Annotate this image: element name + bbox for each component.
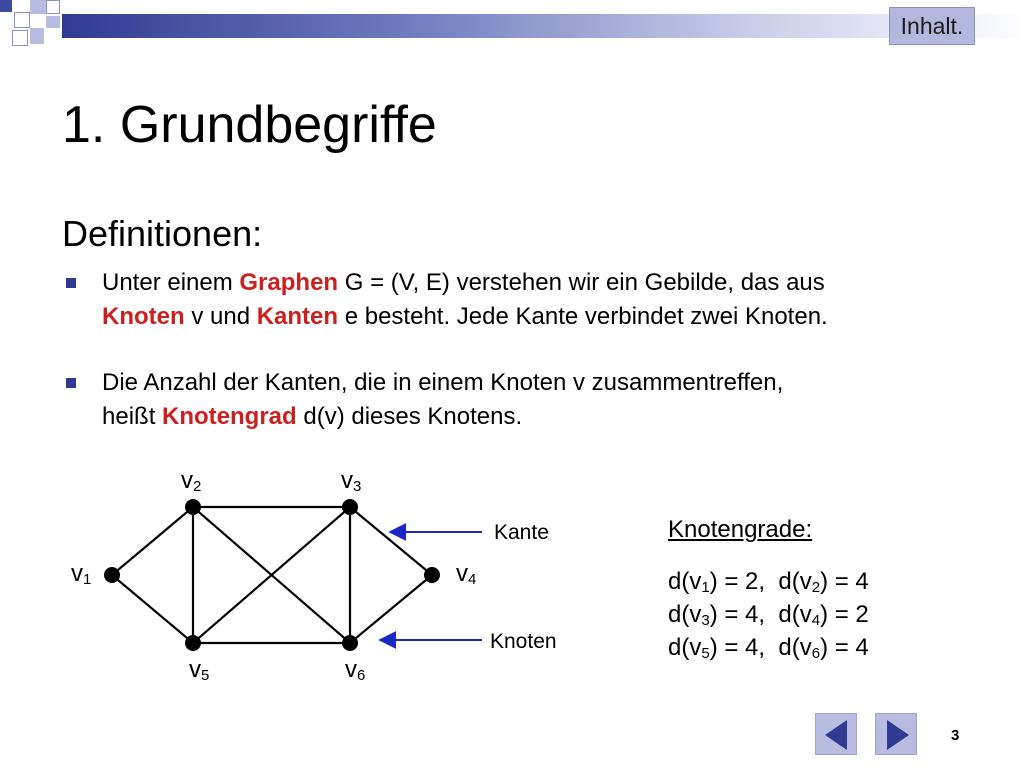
graph-edge xyxy=(112,575,193,643)
text: e besteht. Jede Kante verbindet zwei Knoten. xyxy=(338,303,828,330)
vertex-label-v6: $v_6$ xyxy=(345,656,366,684)
section-heading: Definitionen: xyxy=(62,213,263,254)
keyword-kanten: Kanten xyxy=(256,303,339,330)
graph-node-v5 xyxy=(185,635,201,651)
vertex-label-v3: $v_3$ xyxy=(341,467,362,495)
graph-node-v3 xyxy=(342,499,358,515)
text: Unter einem xyxy=(102,269,240,296)
keyword-graphen: Graphen xyxy=(239,269,339,296)
triangle-left-icon xyxy=(816,714,858,756)
page-title: 1. Grundbegriffe xyxy=(62,96,437,154)
previous-slide-button[interactable] xyxy=(815,713,857,755)
graph-node-v6 xyxy=(342,635,358,651)
annotation-knoten: Knoten xyxy=(490,630,557,653)
page-number: 3 xyxy=(951,727,960,744)
degree-row: $d(v_5) = 4$, $d(v_6) = 4$ xyxy=(668,634,869,662)
vertex-label-v2: $v_2$ xyxy=(181,467,202,495)
graph-node-v4 xyxy=(424,567,440,583)
text: d(v) dieses Knotens. xyxy=(296,403,523,430)
degree-row: $d(v_1) = 2$, $d(v_2) = 4$ xyxy=(668,568,869,596)
triangle-right-icon xyxy=(876,714,918,756)
vertex-label-v4: $v_4$ xyxy=(456,560,477,588)
degrees-title: Knotengrade: xyxy=(668,516,813,543)
annotation-kante: Kante xyxy=(494,521,549,544)
text: v und xyxy=(184,303,257,330)
degree-row: $d(v_3) = 4$, $d(v_4) = 2$ xyxy=(668,601,869,629)
graph-edge xyxy=(350,507,432,575)
graph-node-v1 xyxy=(104,567,120,583)
keyword-knoten: Knoten xyxy=(102,303,185,330)
next-slide-button[interactable] xyxy=(875,713,917,755)
vertex-label-v1: $v_1$ xyxy=(71,560,92,588)
text: G = (V, E) verstehen wir ein Gebilde, das aus xyxy=(338,269,825,296)
text: heißt xyxy=(102,403,163,430)
vertex-label-v5: $v_5$ xyxy=(189,656,210,684)
graph-edge xyxy=(350,575,432,643)
graph-node-v2 xyxy=(185,499,201,515)
graph-edge xyxy=(112,507,193,575)
text: Die Anzahl der Kanten, die in einem Knoten v zusammentreffen, xyxy=(102,369,784,396)
inhalt-button[interactable]: Inhalt. xyxy=(889,7,975,45)
keyword-knotengrad: Knotengrad xyxy=(162,403,297,430)
